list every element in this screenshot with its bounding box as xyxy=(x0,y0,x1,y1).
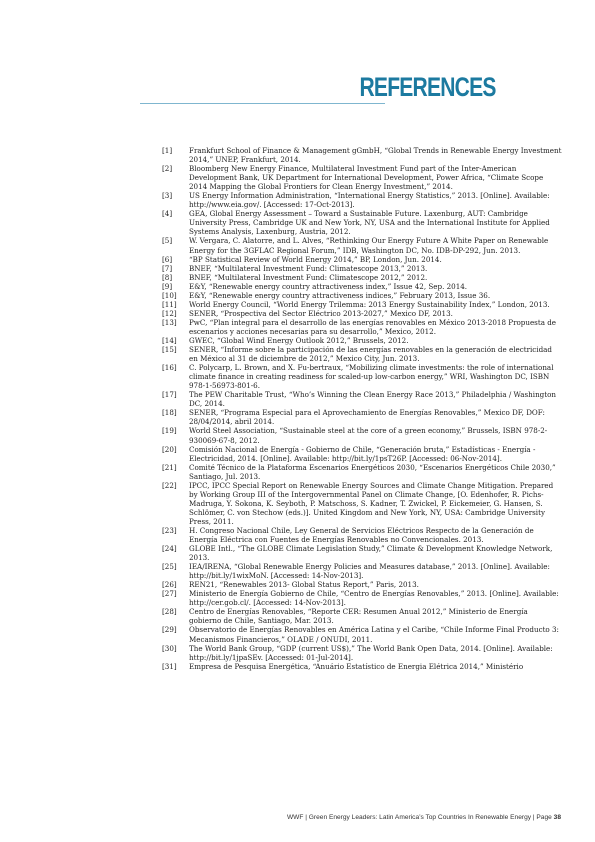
reference-item xyxy=(162,526,562,544)
reference-item xyxy=(162,300,562,309)
reference-text: GWEC, “Global Wind Energy Outlook 2012,” Brussels, 2012. xyxy=(189,335,409,345)
reference-item xyxy=(162,282,562,291)
reference-number: [28] xyxy=(162,607,177,617)
reference-number: [3] xyxy=(162,191,173,201)
reference-text: E&Y, “Renewable energy country attractiveness index,” Issue 42, Sep. 2014. xyxy=(189,281,468,291)
reference-number: [21] xyxy=(162,462,177,472)
reference-text: SENER, “Prospectiva del Sector Eléctrico 2013-2027,” Mexico DF, 2013. xyxy=(189,308,453,318)
footer-text: WWF | Green Energy Leaders: Latin America’s Top Countries In Renewable Energy | Page xyxy=(286,814,552,821)
page-title: REFERENCES xyxy=(359,72,496,102)
reference-item xyxy=(162,363,562,390)
reference-text: IPCC, IPCC Special Report on Renewable Energy Sources and Climate Change Mitigation. Prepared by Working Group III of the Intergovernmental Panel on Climate Change, [O. Edenhofer, R. Pichs-Madruga, Y. Sokona, K. Seyboth, P. Matschoss, S. Kadner, T. Zwickel, P. Eickemeier, G. Hansen, S. Schlömer, C. von Stechow (eds.)]. United Kingdom and New York, NY, USA: Cambridge University Press, 2011. xyxy=(189,480,554,526)
reference-text: H. Congreso Nacional Chile, Ley General de Servicios Eléctricos Respecto de la Generación de Energía Eléctrica con Fuentes de Energías Renovables no Convencionales. 2013. xyxy=(189,525,534,545)
reference-item xyxy=(162,481,562,526)
reference-text: SENER, “Programa Especial para el Aprovechamiento de Energías Renovables,” Mexico DF, DOF: 28/04/2014, abril 2014. xyxy=(189,408,545,427)
reference-number: [19] xyxy=(162,426,177,436)
reference-text: Comité Técnico de la Plataforma Escenarios Energéticos 2030, “Escenarios Energéticos Chile 2030,” Santiago, Jul. 2013. xyxy=(189,462,556,481)
reference-item xyxy=(162,255,562,264)
reference-number: [18] xyxy=(162,408,177,418)
reference-number: [10] xyxy=(162,290,177,300)
reference-text: C. Polycarp, L. Brown, and X. Fu-bertraux, “Mobilizing climate investments: the role of international climate finance in creating readiness for scaled-up low-carbon energy,” WRI, Washington DC, ISBN 978-1-56973-801-6. xyxy=(189,363,554,391)
reference-number: [14] xyxy=(162,335,177,345)
reference-item xyxy=(162,164,562,191)
reference-item xyxy=(162,644,562,662)
reference-number: [27] xyxy=(162,589,177,599)
reference-number: [25] xyxy=(162,562,177,572)
reference-item xyxy=(162,408,562,426)
reference-number: [8] xyxy=(162,272,173,282)
reference-item xyxy=(162,426,562,444)
reference-number: [16] xyxy=(162,363,177,373)
reference-text: Frankfurt School of Finance & Management gGmbH, “Global Trends in Renewable Energy Investment 2014,” UNEP, Frankfurt, 2014. xyxy=(189,146,562,165)
reference-item xyxy=(162,662,562,671)
reference-text: E&Y, “Renewable energy country attractiveness indices,” February 2013, Issue 36. xyxy=(189,290,491,300)
title-divider xyxy=(140,103,385,104)
reference-number: [6] xyxy=(162,254,173,264)
reference-text: Comisión Nacional de Energía - Gobierno de Chile, “Generación bruta,” Estadísticas - Energía - Electricidad, 2014. [Online]. Available: http://bit.ly/1psT26P. [Accessed: 06-Nov-2014]. xyxy=(189,444,536,463)
reference-text: PwC, “Plan integral para el desarrollo de las energías renovables en México 2013-2018 Propuesta de escenarios y acciones necesarias para su desarrollo,” Mexico, 2012. xyxy=(189,317,557,336)
reference-text: Bloomberg New Energy Finance, Multilateral Investment Fund part of the Inter-American Development Bank, UK Department for International Development, Power Africa, “Climate Scope 2014 Mapping the Global Frontiers for Clean Energy Investment,” 2014. xyxy=(189,164,544,192)
reference-text: Observatorio de Energías Renovables en América Latina y el Caribe, “Chile Informe Final Producto 3: Mecanismos Financieros,” OLADE / ONUDI, 2011. xyxy=(189,625,559,644)
reference-number: [1] xyxy=(162,146,173,155)
reference-item xyxy=(162,589,562,607)
reference-text: Centro de Energías Renovables, “Reporte CER: Resumen Anual 2012,” Ministerio de Energía gobierno de Chile, Santiago, Mar. 2013. xyxy=(189,607,528,626)
reference-text: The PEW Charitable Trust, “Who’s Winning the Clean Energy Race 2013,” Philadelphia / Washington DC, 2014. xyxy=(189,390,557,409)
reference-item xyxy=(162,146,562,164)
reference-text: GEA, Global Energy Assessment – Toward a Sustainable Future. Laxenburg, AUT: Cambridge University Press, Cambridge UK and New York, NY, USA and the International Institute for Applied Systems Analysis, Laxenburg, Austria, 2012. xyxy=(189,209,550,237)
reference-text: SENER, “Informe sobre la participación de las energías renovables en la generación de electricidad en México al 31 de diciembre de 2012,” Mexico City, Jun. 2013. xyxy=(189,345,552,364)
reference-number: [30] xyxy=(162,643,177,653)
reference-item xyxy=(162,318,562,336)
reference-number: [17] xyxy=(162,390,177,400)
reference-list xyxy=(162,146,562,671)
reference-item xyxy=(162,236,562,254)
page-footer xyxy=(287,814,561,821)
reference-number: [22] xyxy=(162,480,177,490)
reference-number: [13] xyxy=(162,317,177,327)
reference-item xyxy=(162,345,562,363)
page-number: 38 xyxy=(553,814,561,821)
reference-text: World Steel Association, “Sustainable steel at the core of a green economy,” Brussels, ISBN 978-2-930069-67-8, 2012. xyxy=(189,426,548,445)
reference-item xyxy=(162,544,562,562)
reference-text: GLOBE Intl., “The GLOBE Climate Legislation Study,” Climate & Development Knowledge Network, 2013. xyxy=(189,544,553,563)
reference-number: [23] xyxy=(162,525,177,535)
reference-item xyxy=(162,291,562,300)
reference-item xyxy=(162,390,562,408)
reference-text: Ministerio de Energía Gobierno de Chile, “Centro de Energías Renovables,” 2013. [Online]. Available: http://cer.gob.cl/. [Accessed: 14-Nov-2013]. xyxy=(189,589,559,608)
reference-text: Empresa de Pesquisa Energética, “Anuário Estatístico de Energia Elétrica 2014,” Ministério xyxy=(189,661,524,671)
reference-number: [24] xyxy=(162,544,177,554)
reference-text: BNEF, “Multilateral Investment Fund: Climatescope 2012,” 2012. xyxy=(189,272,428,282)
reference-number: [29] xyxy=(162,625,177,635)
reference-text: IEA/IRENA, “Global Renewable Energy Policies and Measures database,” 2013. [Online]. Available: http://bit.ly/1wixMoN. [Accessed: 14-Nov-2013]. xyxy=(189,562,550,581)
reference-number: [9] xyxy=(162,281,173,291)
reference-number: [2] xyxy=(162,164,173,174)
reference-text: “BP Statistical Review of World Energy 2014,” BP, London, Jun. 2014. xyxy=(189,254,442,264)
reference-item xyxy=(162,625,562,643)
reference-number: [26] xyxy=(162,580,177,590)
reference-text: W. Vergara, C. Alatorre, and L. Alves, “Rethinking Our Energy Future A White Paper on Renewable Energy for the 3GFLAC Regional Forum,” IDB, Washington DC, No. IDB-DP-292, Jun. 2013. xyxy=(189,236,549,255)
reference-text: BNEF, “Multilateral Investment Fund: Climatescope 2013,” 2013. xyxy=(189,263,428,273)
reference-text: The World Bank Group, “GDP (current US$),” The World Bank Open Data, 2014. [Online]. Available: http://bit.ly/1jpaSEv. [Accessed: 01-Jul-2014]. xyxy=(189,643,553,662)
reference-item xyxy=(162,209,562,236)
reference-text: World Energy Council, “World Energy Trilemma: 2013 Energy Sustainability Index,” London, 2013. xyxy=(189,299,550,309)
reference-item xyxy=(162,607,562,625)
reference-item xyxy=(162,580,562,589)
reference-item xyxy=(162,309,562,318)
reference-number: [4] xyxy=(162,209,173,219)
reference-number: [20] xyxy=(162,444,177,454)
reference-number: [31] xyxy=(162,661,177,671)
reference-text: REN21, “Renewables 2013- Global Status Report,” Paris, 2013. xyxy=(189,580,419,590)
reference-item xyxy=(162,562,562,580)
reference-number: [7] xyxy=(162,263,173,273)
reference-number: [5] xyxy=(162,236,173,246)
reference-number: [11] xyxy=(162,299,177,309)
reference-item xyxy=(162,463,562,481)
reference-item xyxy=(162,191,562,209)
reference-item xyxy=(162,273,562,282)
reference-item xyxy=(162,264,562,273)
reference-number: [12] xyxy=(162,308,177,318)
reference-item xyxy=(162,445,562,463)
reference-number: [15] xyxy=(162,345,177,355)
reference-item xyxy=(162,336,562,345)
reference-text: US Energy Information Administration, “International Energy Statistics,” 2013. [Online]. Available: http://www.eia.gov/. [Accessed: 17-Oct-2013]. xyxy=(189,191,550,210)
